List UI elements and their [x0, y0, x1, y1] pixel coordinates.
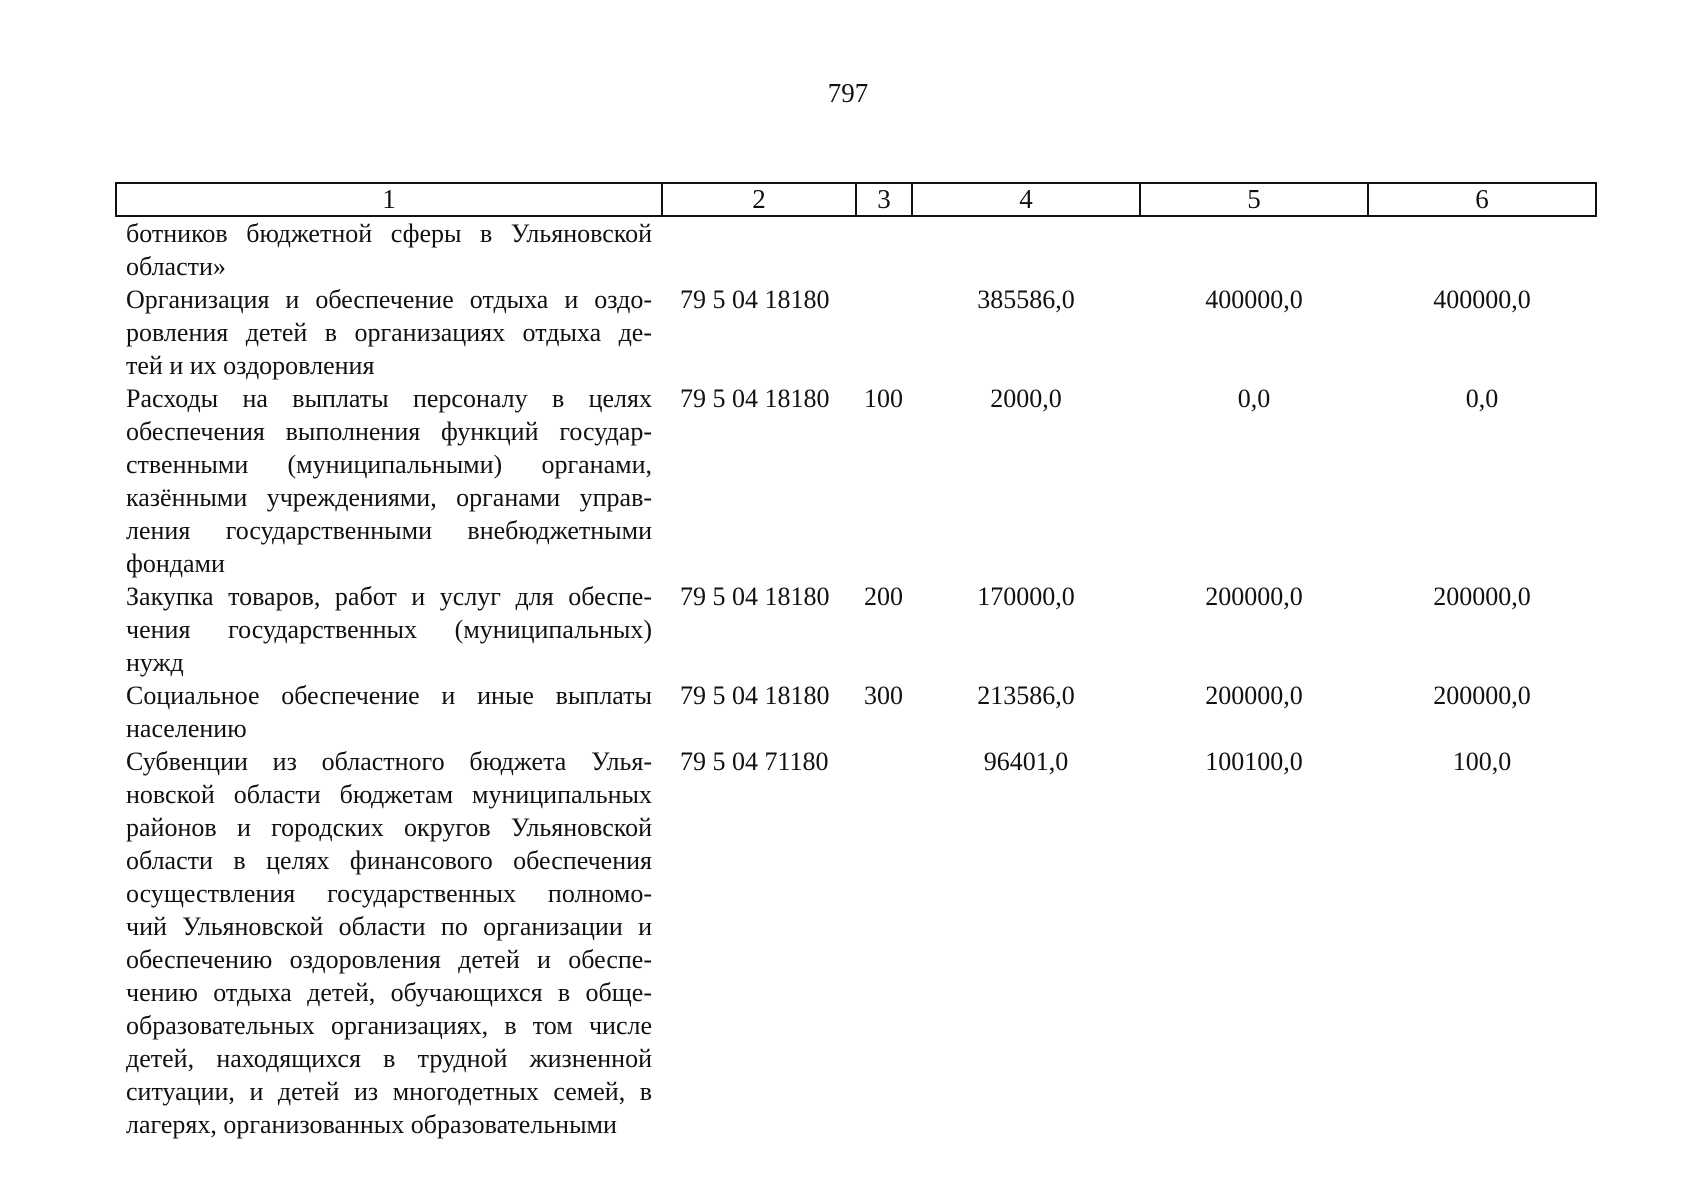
row-description	[116, 382, 662, 580]
amount-column-5: 200000,0	[1205, 681, 1303, 710]
row-description	[116, 580, 662, 679]
amount-column-4: 385586,0	[977, 285, 1075, 314]
page-number: 797	[827, 78, 869, 108]
description-line: ровления детей в организациях отдыха де-	[126, 318, 652, 347]
description-line: казёнными учреждениями, органами управ-	[126, 483, 652, 512]
description-line: нужд	[126, 648, 184, 677]
description-line: населению	[126, 714, 247, 743]
description-line: образовательных организациях, в том числе	[126, 1011, 652, 1040]
expense-type-code: 200	[864, 582, 903, 611]
amount-column-6: 100,0	[1452, 747, 1512, 776]
expense-type-code	[856, 745, 912, 1141]
table-row	[116, 679, 1596, 745]
expense-type-code	[856, 216, 912, 283]
target-article-code: 79 5 04 71180	[680, 747, 829, 776]
amount-column-5: 400000,0	[1205, 285, 1303, 314]
amount-column-4: 96401,0	[983, 747, 1069, 776]
column-header-6: 6	[1368, 183, 1596, 216]
amount-column-5	[1140, 216, 1368, 283]
description-line: осуществления государственных полномо-	[126, 879, 652, 908]
target-article-code: 79 5 04 18180	[680, 384, 830, 413]
amount-column-4	[912, 216, 1140, 283]
column-header-2: 2	[662, 183, 856, 216]
amount-column-5: 200000,0	[1205, 582, 1303, 611]
amount-column-6: 200000,0	[1433, 681, 1531, 710]
row-description	[116, 745, 662, 1141]
column-header-3: 3	[856, 183, 912, 216]
amount-column-6: 200000,0	[1433, 582, 1531, 611]
description-line: Расходы на выплаты персоналу в целях	[126, 384, 652, 413]
description-line: обеспечению оздоровления детей и обеспе-	[126, 945, 652, 974]
description-line: новской области бюджетам муниципальных	[126, 780, 652, 809]
table-row	[116, 580, 1596, 679]
column-number-row	[116, 183, 1596, 216]
amount-column-4: 170000,0	[977, 582, 1075, 611]
description-line: Социальное обеспечение и иные выплаты	[126, 681, 652, 710]
row-description	[116, 283, 662, 382]
description-line: ления государственными внебюджетными	[126, 516, 652, 545]
table-row	[116, 382, 1596, 580]
column-header-4: 4	[912, 183, 1140, 216]
table-row	[116, 283, 1596, 382]
amount-column-6: 0,0	[1465, 384, 1499, 413]
amount-column-6	[1368, 216, 1596, 283]
row-description	[116, 679, 662, 745]
expense-type-code	[856, 283, 912, 382]
column-header-1: 1	[116, 183, 662, 216]
column-header-5: 5	[1140, 183, 1368, 216]
amount-column-4: 213586,0	[977, 681, 1075, 710]
target-article-code: 79 5 04 18180	[680, 582, 830, 611]
expense-type-code: 300	[864, 681, 903, 710]
description-line: чению отдыха детей, обучающихся в обще-	[126, 978, 652, 1007]
description-line: Организация и обеспечение отдыха и оздо-	[126, 285, 652, 314]
description-line: ситуации, и детей из многодетных семей, в	[126, 1077, 652, 1106]
table-row	[116, 745, 1596, 1141]
description-line: тей и их оздоровления	[126, 351, 375, 380]
expense-type-code: 100	[864, 384, 903, 413]
table-row	[116, 216, 1596, 283]
description-line: чения государственных (муниципальных)	[126, 615, 652, 644]
description-line: лагерях, организованных образовательными	[126, 1110, 617, 1139]
description-line: фондами	[126, 549, 225, 578]
amount-column-4: 2000,0	[990, 384, 1062, 413]
amount-column-5: 0,0	[1237, 384, 1271, 413]
table-body	[116, 216, 1596, 1141]
description-line: Закупка товаров, работ и услуг для обеспе-	[126, 582, 652, 611]
description-line: детей, находящихся в трудной жизненной	[126, 1044, 652, 1073]
description-line: ботников бюджетной сферы в Ульяновской	[126, 219, 652, 248]
description-line: области»	[126, 252, 226, 281]
description-line: области в целях финансового обеспечения	[126, 846, 652, 875]
description-line: районов и городских округов Ульяновской	[126, 813, 652, 842]
budget-table	[115, 182, 1597, 1141]
row-description	[116, 216, 662, 283]
amount-column-5: 100100,0	[1205, 747, 1303, 776]
amount-column-6: 400000,0	[1433, 285, 1531, 314]
target-article-code	[662, 216, 856, 283]
description-line: ственными (муниципальными) органами,	[126, 450, 652, 479]
target-article-code: 79 5 04 18180	[680, 681, 830, 710]
description-line: обеспечения выполнения функций государ-	[126, 417, 652, 446]
target-article-code: 79 5 04 18180	[680, 285, 830, 314]
description-line: Субвенции из областного бюджета Улья-	[126, 747, 652, 776]
description-line: чий Ульяновской области по организации и	[126, 912, 652, 941]
